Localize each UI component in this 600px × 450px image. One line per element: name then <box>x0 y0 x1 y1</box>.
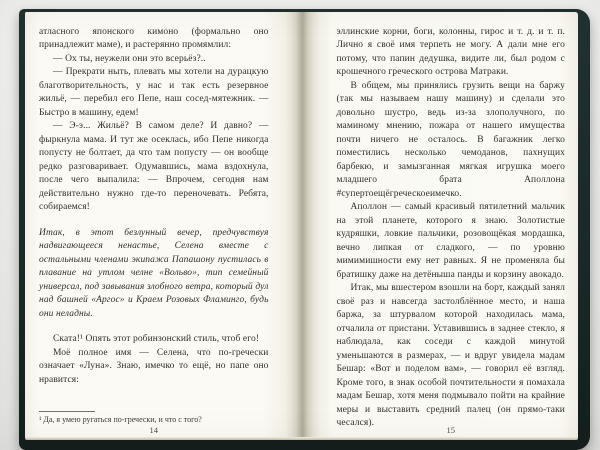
paragraph: Итак, мы вшестером взошли на борт, каждый занял своё раз и навсегда застолблённое место, и наша баржа, за штурвалом которой находилась мама, отчалила от пристани. Уставившись в заднее стекло, я наблюдала, как соседи с каждой минутой уменьшаются в размерах, — и вдруг увидела мадам Бешар: «Вот и поделом вам», — говорил её взгляд. Кроме того, в знак особой почтительности я помахала мадам Бешар, хотя меня подмывало пойти на крайние меры и выставить средний палец (он прямо-таки чесался). <box>336 283 565 429</box>
footnote <box>39 411 242 425</box>
page-number-right: 15 <box>446 425 455 435</box>
paragraph: — Ох ты, неужели они это всерьёз?.. <box>53 53 206 64</box>
page-left <box>25 12 302 437</box>
page-right-text <box>337 26 566 431</box>
paragraph: эллинские корни, боги, колонны, гирос и т. д. и т. п. Лично я своё имя терпеть не могу. А дали мне его потому, что папин дедушка, видите ли, был родом с крошечного греческого острова Матраки. <box>336 27 565 78</box>
page-number-left: 14 <box>149 425 158 435</box>
page-right <box>302 12 579 437</box>
paragraph: В общем, мы принялись грузить вещи на баржу (так мы называем нашу машину) и сделали это довольно шустро, ведь из-за злополучного, по маминому мнению, пожара от нашего имущества почти ничего не осталось. В багажник легко поместились несколько чемоданов, пахнущих барбекю, и замызганная мягкая игрушка моего младшего брата Аполлона #супертоещёгреческоеимечко. <box>336 80 565 199</box>
footnote-text: ¹ Да, я умею ругаться по-гречески, и что с того? <box>39 414 202 424</box>
paragraph-italic: Итак, в этот безлунный вечер, предчувствуя надвигающееся ненастье, Селена вместе с остальными членами экипажа Папашону пустилась в плавание на утлом челне «Вольво», тип семейный универсал, под завывания злобного ветра, который дул над башней «Аргос» и Краем Розовых Фламинго, будь они неладны. <box>39 227 269 319</box>
paragraph: Аполлон — самый красивый пятилетний мальчик на этой планете, которого я знаю. Золотистые кудряшки, ловкие пальчики, розовощёкая мордашка, вечно липкая от сладкого, — по уровню мимимишности ему нет равных. Я не променяла бы братишку даже на детёныша панды и корзину авокадо. <box>336 202 565 280</box>
paragraph: Моё полное имя — Селена, что по-гречески означает «Луна». Знаю, имечко то ещё, но папе оно нравится: <box>39 347 269 385</box>
footnote-divider <box>39 411 95 412</box>
paragraph: атласного японского кимоно (формально оно принадлежит маме), и растерянно промямлил: <box>39 27 269 51</box>
paragraph: — Э-э... Жильё? В самом деле? И давно? — фыркнула мама. И тут же осеклась, ибо Пепе никогда попусту не болтает, да что там попусту — он вообще редко разговаривает. Одумавшись, мама вздохнула, после чего выпалила: — Впрочем, сегодня нам действительно нужно где-то переночевать. Ребята, собираемся! <box>39 121 269 213</box>
book-spread <box>25 12 578 437</box>
paragraph: — Прекрати ныть, плевать мы хотели на дурацкую благотворительность, у нас и так есть резервное жильё, — перебил его Пепе, наш сосед-мятежник. — Быстро в машину, едем! <box>39 67 269 118</box>
paragraph: Ската!¹ Опять этот робинзонский стиль, чтоб его! <box>53 334 260 345</box>
page-left-text <box>39 26 269 387</box>
